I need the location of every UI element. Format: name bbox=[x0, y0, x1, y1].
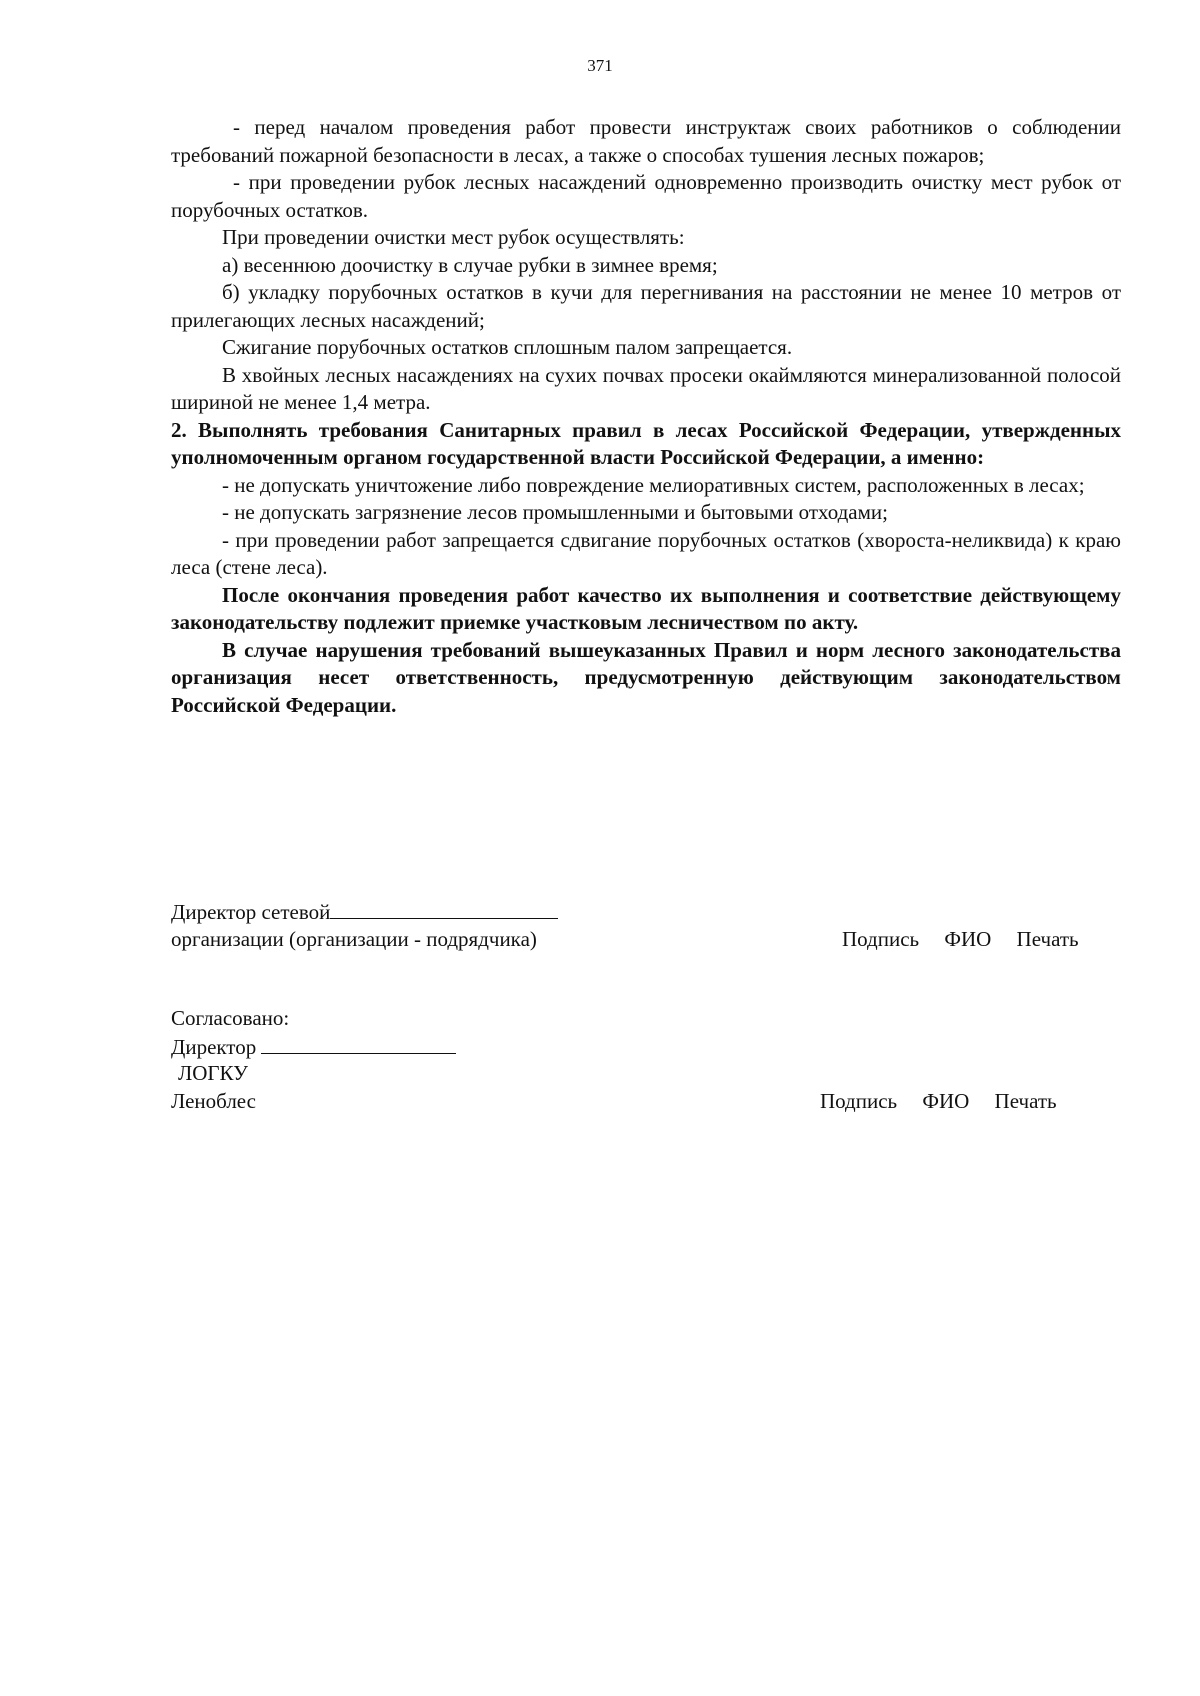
paragraph-acceptance: После окончания проведения работ качество их выполнения и соответствие действующему законодательству подлежит приемке участковым лесничеством по акту. bbox=[171, 582, 1121, 634]
contractor-title-line1: Директор сетевой bbox=[171, 900, 331, 924]
paragraph-melioration-systems: - не допускать уничтожение либо повреждение мелиоративных систем, расположенных в лесах; bbox=[222, 472, 1085, 497]
approval-org-line1: ЛОГКУ bbox=[178, 1061, 249, 1085]
page-number: 371 bbox=[587, 56, 613, 75]
paragraph-waste-pollution: - не допускать загрязнение лесов промышленными и бытовыми отходами; bbox=[222, 500, 888, 524]
approval-signature-label: Подпись bbox=[820, 1088, 898, 1113]
paragraph-cleanup-intro: При проведении очистки мест рубок осуществлять: bbox=[222, 225, 685, 249]
paragraph-liability: В случае нарушения требований вышеуказанных Правил и норм лесного законодательства организация несет ответственность, предусмотренную действующим законодательством Российской Федерации. bbox=[171, 637, 1121, 717]
approval-name-label: ФИО bbox=[922, 1088, 970, 1113]
paragraph-mineralized-strip: В хвойных лесных насаждениях на сухих почвах просеки окаймляются минерализованной полосой шириной не менее 1,4 метра. bbox=[171, 362, 1121, 414]
contractor-signature-block bbox=[171, 898, 1121, 953]
approval-org-line2: Леноблес bbox=[171, 1088, 256, 1113]
paragraph-felling-cleanup: - при проведении рубок лесных насаждений одновременно производить очистку мест рубок от порубочных остатков. bbox=[171, 170, 1121, 222]
approval-director-label: Директор bbox=[171, 1034, 257, 1059]
contractor-signature-blank bbox=[330, 898, 558, 919]
paragraph-burning-ban: Сжигание порубочных остатков сплошным палом запрещается. bbox=[222, 335, 793, 359]
contractor-name-label: ФИО bbox=[944, 926, 992, 951]
approval-stamp-label: Печать bbox=[994, 1088, 1057, 1113]
approval-signature-blank bbox=[261, 1033, 456, 1054]
paragraph-residue-shifting-ban: - при проведении работ запрещается сдвигание порубочных остатков (хвороста-неликвида) к краю леса (стене леса). bbox=[171, 527, 1121, 579]
approval-signature-block bbox=[171, 1005, 1121, 1115]
contractor-title-line2: организации (организации - подрядчика) bbox=[171, 926, 537, 951]
paragraph-sanitary-rules-heading: 2. Выполнять требования Санитарных правил в лесах Российской Федерации, утвержденных уполномоченным органом государственной власти Российской Федерации, а именно: bbox=[171, 417, 1121, 469]
contractor-signature-label: Подпись bbox=[842, 926, 920, 951]
contractor-stamp-label: Печать bbox=[1016, 926, 1079, 951]
approval-agreed-label: Согласовано: bbox=[171, 1006, 290, 1030]
paragraph-fire-briefing: - перед началом проведения работ провести инструктаж своих работников о соблюдении требований пожарной безопасности в лесах, а также о способах тушения лесных пожаров; bbox=[171, 115, 1121, 167]
paragraph-spring-cleanup: а) весеннюю доочистку в случае рубки в зимнее время; bbox=[222, 252, 718, 277]
document-body bbox=[171, 114, 1121, 719]
approval-sign-labels bbox=[820, 1088, 1057, 1116]
paragraph-pile-residues: б) укладку порубочных остатков в кучи для перегнивания на расстоянии не менее 10 метров от прилегающих лесных насаждений; bbox=[171, 280, 1121, 332]
contractor-sign-labels bbox=[842, 926, 1079, 954]
